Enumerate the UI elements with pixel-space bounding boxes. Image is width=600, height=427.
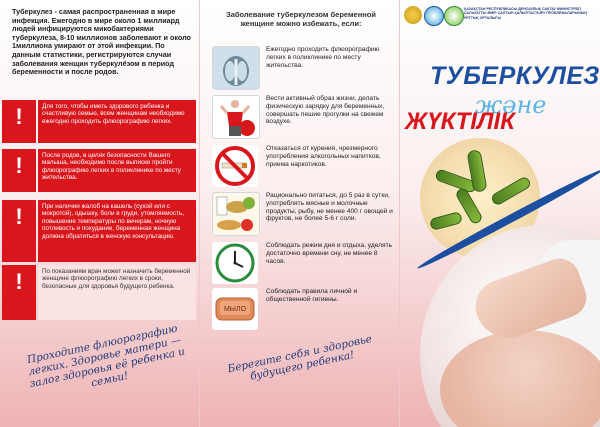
tip-text: Соблюдать режим дня и отдыха, уделять достаточно времени сну, не менее 8 часов.	[266, 242, 393, 265]
no-smoking-icon	[212, 145, 258, 187]
warning-block-4	[2, 265, 196, 320]
ministry-emblem-icon	[404, 6, 422, 24]
warning-text: После родов, в целях безопасности Вашего малыша, необходимо после выписки пройти флюорографию легких в поликлинике по месту жительства.	[38, 149, 196, 192]
exercise-icon	[212, 95, 260, 139]
exclamation-icon: !	[2, 100, 36, 143]
warning-block-1	[2, 100, 196, 143]
exclamation-icon: !	[2, 149, 36, 192]
warning-text: По показаниям врач может назначить беременной женщине флюорографию легких в сроки, безопасные для здоровья будущего ребенка.	[38, 265, 196, 320]
title-tuberculosis: ТУБЕРКУЛЕЗ	[430, 62, 600, 90]
tip-text: Ежегодно проходить флюорографию легких в поликлинике по месту жительства.	[266, 46, 380, 69]
title-and: және	[475, 91, 547, 119]
health-center-logo-icon	[424, 6, 444, 26]
tip-text: Рационально питаться, до 5 раз в сутки, употреблять мясные и молочные продукты, рыбу, не менее 400 г овощей и фруктов, не более 5-6 г соли.	[266, 192, 393, 223]
tip-text: Вести активный образ жизни, делать физическую зарядку для беременных, совершать пешие прогулки на свежем воздухе.	[266, 95, 385, 126]
warning-block-2	[2, 149, 196, 192]
food-icon	[212, 192, 260, 236]
exclamation-icon: !	[2, 200, 36, 262]
soap-label: МЫЛО	[223, 306, 247, 313]
slogan-middle: Берегите себя и здоровье будущего ребенка!	[226, 332, 373, 383]
intro-text: Туберкулез - самая распространенная в мире инфекция. Ежегодно в мире около 1 миллиард людей инфицируются микобактериями туберкулеза, 8-10 миллионов заболевают и около 1миллиона умирают от этой инфекции. По данным статистики, регистрируются случаи заболевания женщин туберкулёзом в период беременности и после родов.	[12, 7, 191, 77]
xray-icon	[212, 46, 260, 90]
warning-text: При наличии жалоб на кашель (сухой или с мокротой), одышку, боли в груди, утомляемость, повышение температуры по вечерам, ночную потливость и похудание, беременная женщина должна обратиться в женскую консультацию.	[38, 200, 196, 262]
warning-block-3	[2, 200, 196, 262]
panel-left	[0, 0, 200, 427]
logo-text: ҚАЗАҚСТАН РЕСПУБЛИКАСЫ ДЕНСАУЛЫҚ САҚТАУ МИНИСТРЛІГІ САЛАУАТТЫ ӨМІР САЛТЫН ҚАЛЫПТАСТЫРУ ПРОБЛЕМАЛАРЫНЫҢ ҰЛТТЫҚ ОРТАЛЫҒЫ	[464, 7, 587, 20]
prevention-title: Заболевание туберкулезом беременной женщине можно избежать, если:	[226, 10, 376, 28]
organization-logo-icon	[444, 6, 464, 26]
clock-icon	[212, 242, 258, 284]
exclamation-icon: !	[2, 265, 36, 320]
logos-bar	[404, 6, 596, 28]
soap-icon	[212, 288, 258, 330]
tip-text: Отказаться от курения, чрезмерного употребления алкогольных напитков, приема наркотиков.	[266, 145, 381, 168]
slogan-left: Проходите флюорографию легких. Здоровье матери — залог здоровья её ребенка и семьи!	[25, 322, 186, 391]
tip-text: Соблюдать правила личной и общественной гигиены.	[266, 288, 358, 303]
title-pregnancy: ЖҮКТІЛІК	[405, 108, 515, 135]
warning-text: Для того, чтобы иметь здорового ребенка и счастливую семью, всем женщинам необходимо ежегодно проходить флюорографию легких.	[38, 100, 196, 143]
